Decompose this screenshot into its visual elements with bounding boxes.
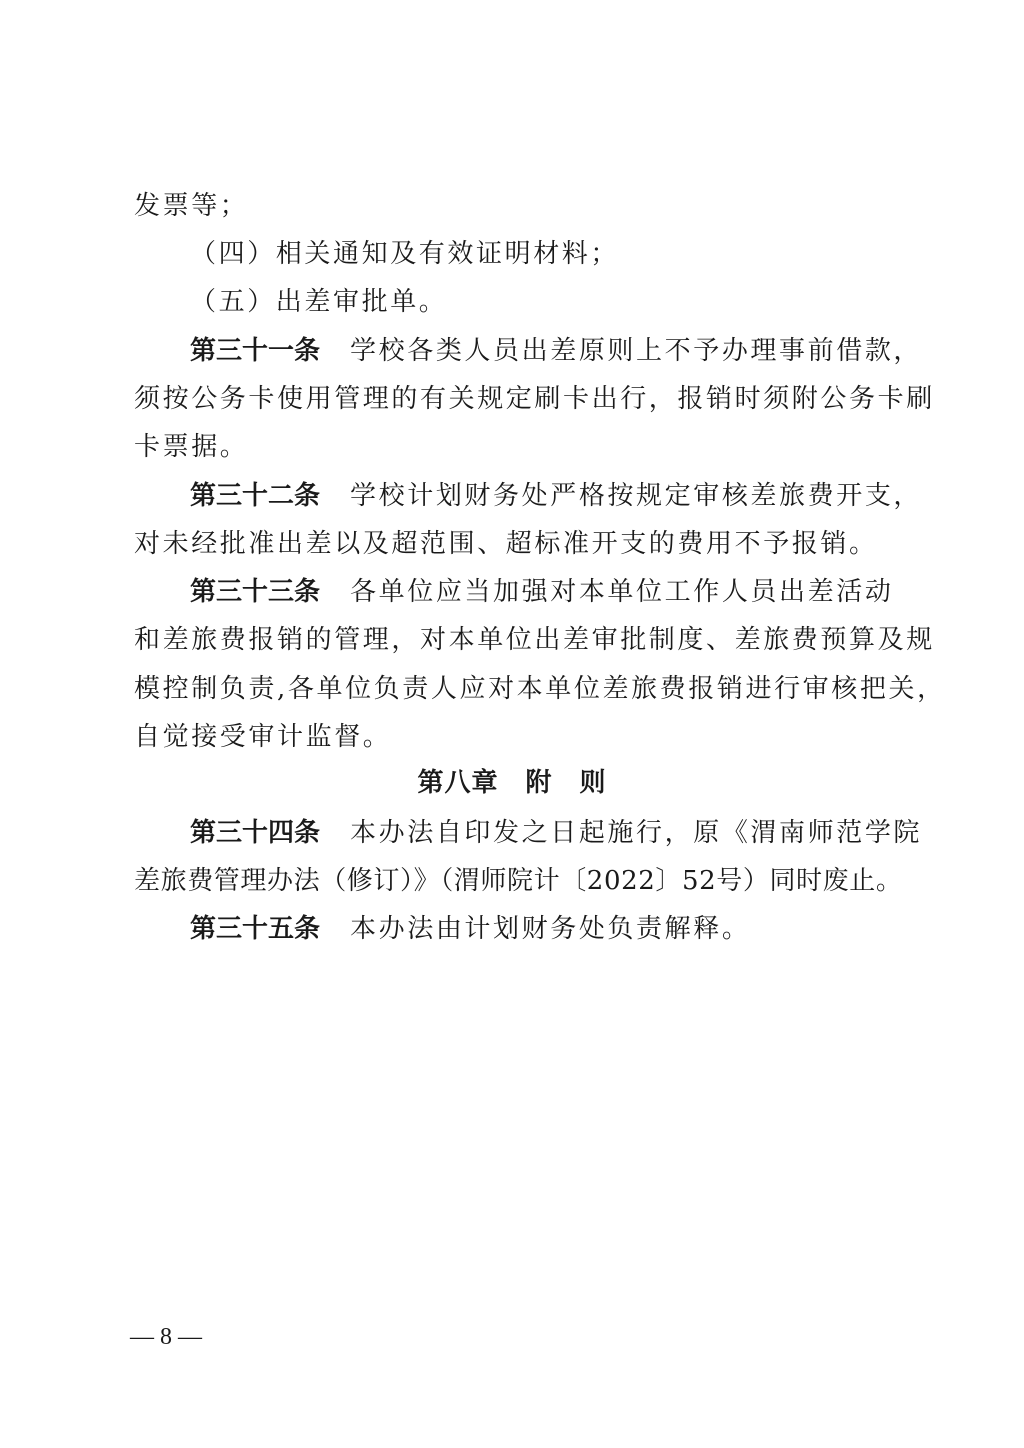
article-32-line-2: 对未经批准出差以及超范围、超标准开支的费用不予报销。: [134, 529, 878, 559]
article-33-line-3: 模控制负责,各单位负责人应对本单位差旅费报销进行审核把关，: [134, 674, 946, 704]
article-33-line-4: 自觉接受审计监督。: [134, 722, 392, 752]
article-33-line-2: 和差旅费报销的管理，对本单位出差审批制度、差旅费预算及规: [134, 625, 935, 655]
article-31-line-1: [190, 335, 923, 367]
article-34-line-2: 差旅费管理办法（修订）》（渭师院计〔2022〕52号）同时废止。: [134, 866, 903, 896]
article-31-text-1: 学校各类人员出差原则上不予办理事前借款，: [350, 336, 923, 366]
article-33-text-1: 各单位应当加强对本单位工作人员出差活动: [350, 577, 894, 607]
list-item-five: （五）出差审批单。: [190, 287, 448, 317]
article-34-title: 第三十四条: [190, 818, 321, 848]
article-34-line-1: [190, 817, 923, 849]
list-item-four: （四）相关通知及有效证明材料；: [190, 239, 620, 269]
article-35-line-1: [190, 913, 894, 945]
article-33-title: 第三十三条: [190, 577, 321, 607]
article-32-title: 第三十二条: [190, 481, 321, 511]
article-31-line-2: 须按公务卡使用管理的有关规定刷卡出行，报销时须附公务卡刷: [134, 384, 935, 414]
page-number: — 8 —: [130, 1324, 202, 1350]
article-35-text-1: 本办法由计划财务处负责解释。: [350, 914, 751, 944]
article-35-title: 第三十五条: [190, 914, 321, 944]
article-34-text-1: 本办法自印发之日起施行，原《渭南师范学院: [350, 818, 923, 848]
chapter-heading: 第八章 附 则: [417, 768, 607, 798]
text-line-invoice: 发票等；: [134, 191, 249, 221]
article-31-line-3: 卡票据。: [134, 432, 249, 462]
article-32-text-1: 学校计划财务处严格按规定审核差旅费开支，: [350, 481, 923, 511]
article-33-line-1: [190, 576, 894, 608]
article-31-title: 第三十一条: [190, 336, 321, 366]
article-32-line-1: [190, 480, 923, 512]
